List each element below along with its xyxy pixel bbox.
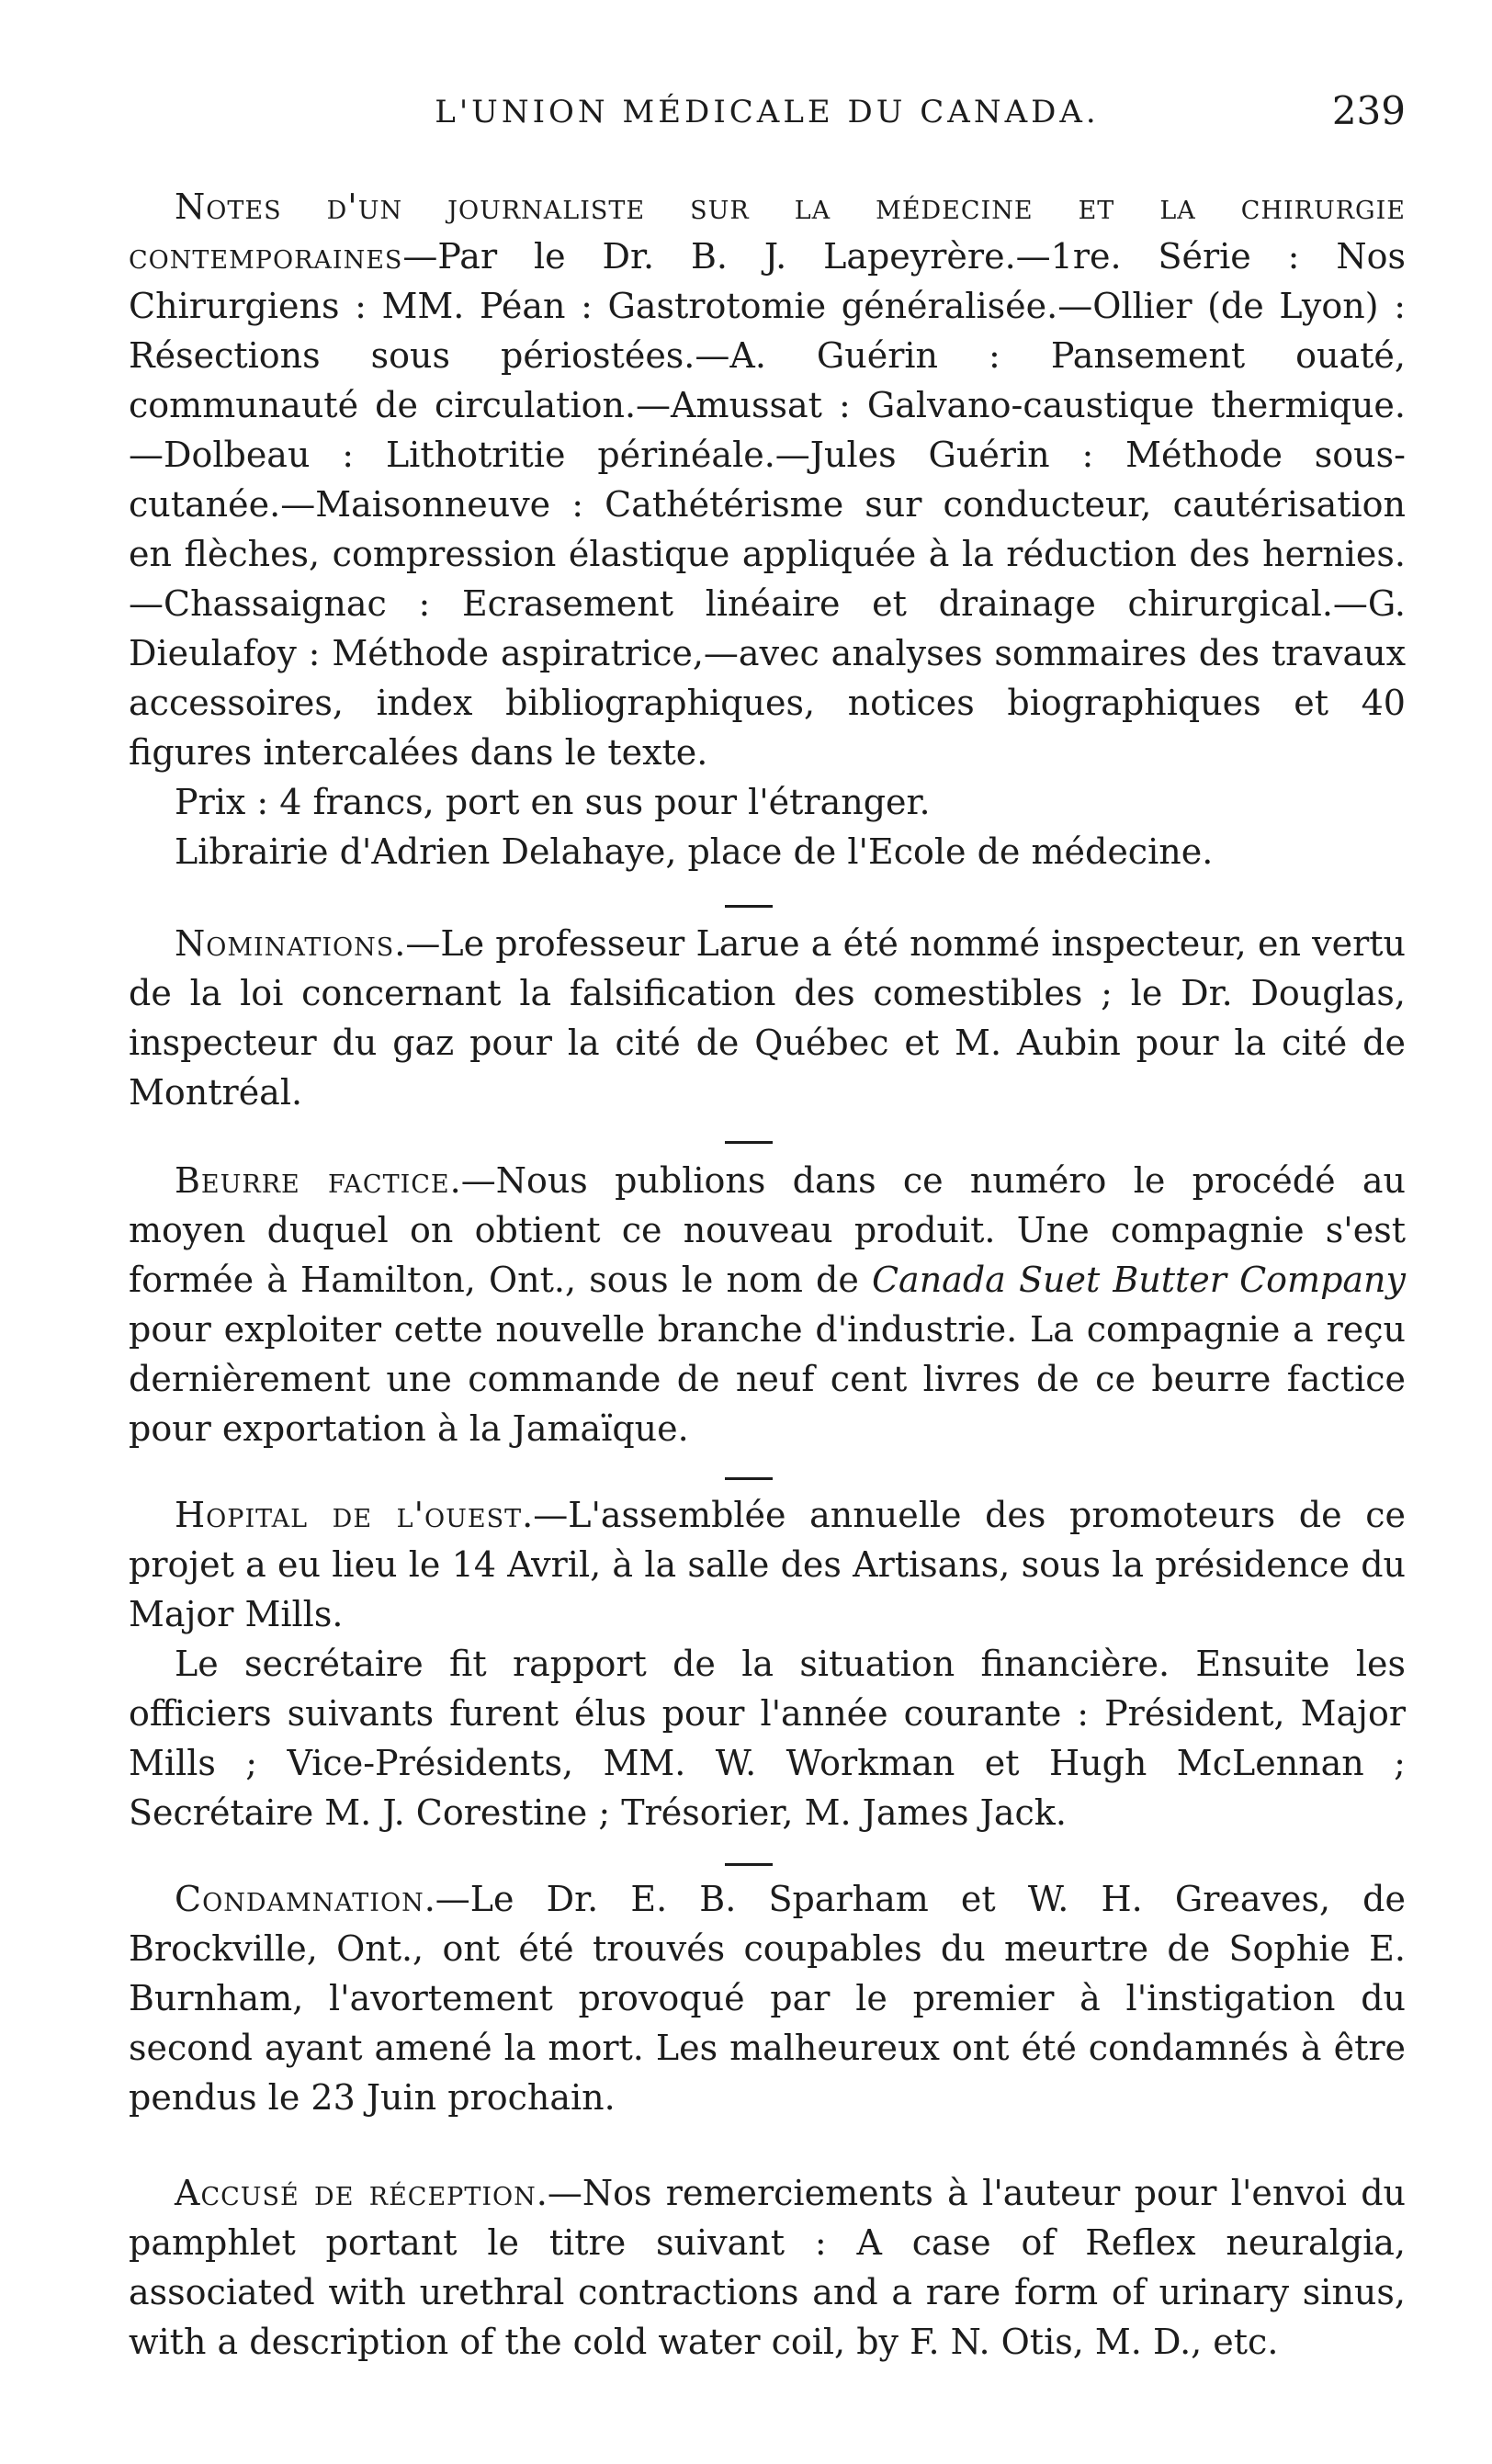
article-paragraph: Prix : 4 francs, port en sus pour l'étranger. bbox=[175, 782, 931, 822]
article-text: pour exploiter cette nouvelle branche d'industrie. La compagnie a reçu dernièrement une commande de neuf cent livres de ce beurre factice pour exportation à la Jamaïque. bbox=[129, 1309, 1406, 1449]
article-beurre-factice bbox=[129, 1156, 1406, 1453]
section-divider bbox=[725, 1141, 773, 1144]
section-divider bbox=[725, 905, 773, 908]
section-divider bbox=[725, 1863, 773, 1866]
article-heading: Hopital de l'ouest bbox=[175, 1495, 523, 1535]
article-paragraph: Librairie d'Adrien Delahaye, place de l'Ecole de médecine. bbox=[175, 831, 1214, 872]
article-heading: Beurre factice bbox=[175, 1160, 450, 1201]
running-head bbox=[129, 88, 1406, 143]
article-accuse-reception bbox=[129, 2168, 1406, 2367]
article-heading: Accusé de réception bbox=[175, 2173, 537, 2213]
article-notes-journaliste bbox=[129, 182, 1406, 876]
article-text: .—Nos remerciements à l'auteur pour l'envoi du pamphlet portant le titre suivant : A case of Reflex neuralgia, associated with urethral contractions and a rare form of urinary sinus, with a description of the cold water coil, by F. N. Otis, M. D., etc. bbox=[129, 2173, 1406, 2362]
article-text: .—Le Dr. E. B. Sparham et W. H. Greaves, de Brockville, Ont., ont été trouvés coupables du meurtre de Sophie E. Burnham, l'avortement provoqué par le premier à l'instigation du second ayant amené la mort. Les malheureux ont été condamnés à être pendus le 23 Juin prochain. bbox=[129, 1879, 1406, 2118]
running-title: L'UNION MÉDICALE DU CANADA. bbox=[435, 94, 1100, 130]
article-text: —Par le Dr. B. J. Lapeyrère.—1re. Série : Nos Chirurgiens : MM. Péan : Gastrotomie généralisée.—Ollier (de Lyon) : Résections sous périostées.—A. Guérin : Pansement ouaté, communauté de circulation.—Amussat : Galvano-caustique thermique.—Dolbeau : Lithotritie périnéale.—Jules Guérin : Méthode sous-cutanée.—Maisonneuve : Cathétérisme sur conducteur, cautérisation en flèches, compression élastique appliquée à la réduction des hernies.—Chassaignac : Ecrasement linéaire et drainage chirurgical.—G. Dieulafoy : Méthode aspiratrice,—avec analyses sommaires des travaux accessoires, index bibliographiques, notices biographiques et 40 figures intercalées dans le texte. bbox=[129, 236, 1406, 773]
article-heading: Condamnation bbox=[175, 1879, 424, 1919]
section-divider bbox=[725, 1477, 773, 1480]
article-paragraph bbox=[129, 1490, 1406, 1639]
article-paragraph bbox=[129, 182, 1406, 777]
article-paragraph bbox=[129, 1874, 1406, 2122]
article-text: .—Nous publions dans ce numéro le procédé au moyen duquel on obtient ce nouveau produit. Une compagnie s'est formée à Hamilton, Ont., sous le nom de bbox=[129, 1160, 1406, 1300]
page-number: 239 bbox=[1331, 88, 1406, 133]
article-paragraph bbox=[129, 919, 1406, 1117]
company-name: Canada Suet Butter Company bbox=[871, 1260, 1406, 1300]
article-text: .—L'assemblée annuelle des promoteurs de ce projet a eu lieu le 14 Avril, à la salle des Artisans, sous la présidence du Major Mills. bbox=[129, 1495, 1406, 1634]
article-heading: Notes d'un journaliste sur la médecine et la chirurgie contemporaines bbox=[129, 186, 1406, 277]
article-paragraph: Le secrétaire fit rapport de la situation financière. Ensuite les officiers suivants furent élus pour l'année courante : Président, Major Mills ; Vice-Présidents, MM. W. Workman et Hugh McLennan ; Secrétaire M. J. Corestine ; Trésorier, M. James Jack. bbox=[129, 1644, 1406, 1833]
article-paragraph bbox=[129, 1156, 1406, 1453]
article-paragraph bbox=[129, 2168, 1406, 2367]
article-heading: Nominations bbox=[175, 923, 395, 964]
article-hopital-ouest bbox=[129, 1490, 1406, 1837]
article-condamnation bbox=[129, 1874, 1406, 2122]
article-text: .—Le professeur Larue a été nommé inspecteur, en vertu de la loi concernant la falsification des comestibles ; le Dr. Douglas, inspecteur du gaz pour la cité de Québec et M. Aubin pour la cité de Montréal. bbox=[129, 923, 1406, 1113]
article-nominations bbox=[129, 919, 1406, 1117]
